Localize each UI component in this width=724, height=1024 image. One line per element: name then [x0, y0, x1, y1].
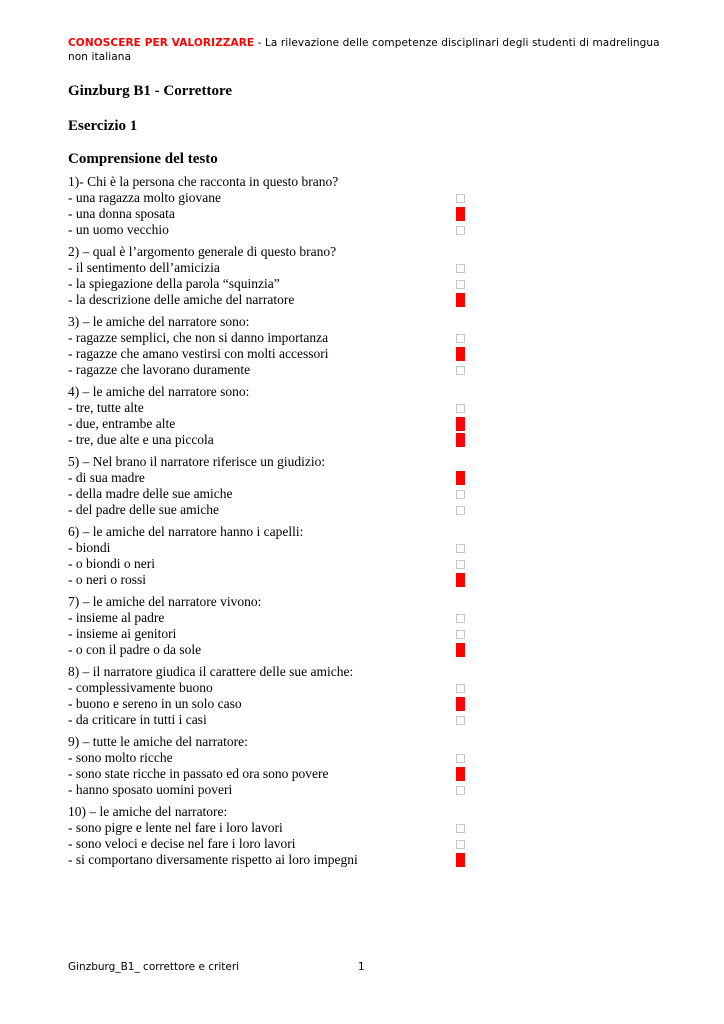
answer-checkbox-checked	[456, 767, 465, 781]
document-title: Ginzburg B1 - Correttore	[68, 83, 232, 99]
answer-option-row	[68, 346, 676, 362]
answer-option-row	[68, 750, 676, 766]
question-block	[68, 384, 676, 448]
section-heading: Comprensione del testo	[68, 151, 218, 167]
answer-option-label: - la descrizione delle amiche del narratore	[68, 292, 295, 307]
answer-option-row	[68, 432, 676, 448]
answer-checkbox-empty	[456, 716, 465, 725]
answer-option-row	[68, 820, 676, 836]
answer-option-row	[68, 190, 676, 206]
answer-option-label: - ragazze che amano vestirsi con molti accessori	[68, 346, 329, 361]
answer-checkbox-empty	[456, 264, 465, 273]
answer-option-label: - di sua madre	[68, 470, 145, 485]
answer-checkbox-checked	[456, 573, 465, 587]
answer-option-row	[68, 610, 676, 626]
question-prompt: 10) – le amiche del narratore:	[68, 804, 228, 819]
answer-option-row	[68, 572, 676, 588]
answer-option-label: - del padre delle sue amiche	[68, 502, 220, 517]
answer-option-row	[68, 470, 676, 486]
header-highlight: CONOSCERE PER VALORIZZARE	[68, 37, 255, 49]
answer-checkbox-empty	[456, 840, 465, 849]
question-block	[68, 734, 676, 798]
question-block	[68, 804, 676, 868]
answer-checkbox-checked	[456, 697, 465, 711]
answer-checkbox-empty	[456, 490, 465, 499]
answer-checkbox-empty	[456, 786, 465, 795]
question-prompt: 8) – il narratore giudica il carattere delle sue amiche:	[68, 664, 354, 679]
exercise-heading: Esercizio 1	[68, 118, 138, 134]
question-prompt: 1)- Chi è la persona che racconta in questo brano?	[68, 174, 339, 189]
answer-checkbox-empty	[456, 226, 465, 235]
answer-option-label: - insieme ai genitori	[68, 626, 177, 641]
answer-option-label: - o con il padre o da sole	[68, 642, 202, 657]
answer-option-row	[68, 222, 676, 238]
question-prompt: 7) – le amiche del narratore vivono:	[68, 594, 262, 609]
answer-option-label: - ragazze che lavorano duramente	[68, 362, 251, 377]
answer-option-row	[68, 400, 676, 416]
answer-checkbox-empty	[456, 560, 465, 569]
question-prompt: 6) – le amiche del narratore hanno i capelli:	[68, 524, 304, 539]
answer-option-row	[68, 260, 676, 276]
answer-option-label: - ragazze semplici, che non si danno importanza	[68, 330, 329, 345]
question-prompt: 4) – le amiche del narratore sono:	[68, 384, 250, 399]
answer-option-label: - o neri o rossi	[68, 572, 146, 587]
question-block	[68, 664, 676, 728]
answer-option-label: - tre, tutte alte	[68, 400, 144, 415]
answer-option-row	[68, 540, 676, 556]
answer-checkbox-checked	[456, 433, 465, 447]
answer-checkbox-empty	[456, 506, 465, 515]
page-header	[68, 36, 676, 64]
question-prompt: 3) – le amiche del narratore sono:	[68, 314, 250, 329]
answer-checkbox-checked	[456, 347, 465, 361]
answer-option-row	[68, 206, 676, 222]
answer-option-row	[68, 680, 676, 696]
answer-checkbox-checked	[456, 643, 465, 657]
answer-checkbox-checked	[456, 471, 465, 485]
answer-checkbox-empty	[456, 544, 465, 553]
answer-checkbox-empty	[456, 280, 465, 289]
answer-option-label: - complessivamente buono	[68, 680, 213, 695]
question-block	[68, 594, 676, 658]
answer-checkbox-empty	[456, 754, 465, 763]
answer-option-row	[68, 642, 676, 658]
question-prompt: 5) – Nel brano il narratore riferisce un giudizio:	[68, 454, 326, 469]
answer-option-label: - insieme al padre	[68, 610, 165, 625]
answer-option-row	[68, 626, 676, 642]
question-prompt: 2) – qual è l’argomento generale di questo brano?	[68, 244, 337, 259]
answer-checkbox-checked	[456, 853, 465, 867]
answer-option-label: - sono pigre e lente nel fare i loro lavori	[68, 820, 283, 835]
answer-option-row	[68, 852, 676, 868]
answer-option-label: - da criticare in tutti i casi	[68, 712, 207, 727]
answer-option-row	[68, 416, 676, 432]
answer-checkbox-checked	[456, 207, 465, 221]
answer-option-label: - il sentimento dell’amicizia	[68, 260, 220, 275]
answer-option-label: - della madre delle sue amiche	[68, 486, 233, 501]
answer-option-row	[68, 782, 676, 798]
header-subtitle: - La rilevazione delle competenze disciplinari degli studenti di madrelingua non italiana	[68, 37, 660, 63]
answer-option-row	[68, 556, 676, 572]
answer-option-label: - hanno sposato uomini poveri	[68, 782, 233, 797]
answer-option-label: - si comportano diversamente rispetto ai loro impegni	[68, 852, 358, 867]
answer-option-row	[68, 362, 676, 378]
answer-option-row	[68, 766, 676, 782]
answer-option-row	[68, 330, 676, 346]
answer-option-label: - una ragazza molto giovane	[68, 190, 221, 205]
answer-option-row	[68, 836, 676, 852]
answer-option-label: - un uomo vecchio	[68, 222, 169, 237]
answer-option-label: - la spiegazione della parola “squinzia”	[68, 276, 280, 291]
answer-option-label: - sono state ricche in passato ed ora sono povere	[68, 766, 329, 781]
answer-checkbox-empty	[456, 630, 465, 639]
answer-checkbox-empty	[456, 366, 465, 375]
question-block	[68, 174, 676, 238]
question-block	[68, 244, 676, 308]
answer-checkbox-empty	[456, 824, 465, 833]
answer-checkbox-checked	[456, 293, 465, 307]
answer-option-row	[68, 712, 676, 728]
answer-checkbox-empty	[456, 684, 465, 693]
answer-option-row	[68, 486, 676, 502]
answer-option-label: - buono e sereno in un solo caso	[68, 696, 242, 711]
page-number: 1	[358, 961, 365, 973]
answer-option-row	[68, 502, 676, 518]
answer-checkbox-empty	[456, 404, 465, 413]
page-footer	[68, 960, 676, 974]
footer-document-name: Ginzburg_B1_ correttore e criteri	[68, 961, 240, 973]
question-block	[68, 454, 676, 518]
questions-list	[68, 174, 676, 868]
answer-option-label: - sono molto ricche	[68, 750, 173, 765]
answer-option-row	[68, 276, 676, 292]
answer-option-label: - una donna sposata	[68, 206, 175, 221]
question-block	[68, 314, 676, 378]
answer-option-label: - biondi	[68, 540, 111, 555]
answer-option-label: - o biondi o neri	[68, 556, 155, 571]
answer-option-label: - due, entrambe alte	[68, 416, 176, 431]
answer-checkbox-checked	[456, 417, 465, 431]
answer-checkbox-empty	[456, 194, 465, 203]
answer-checkbox-empty	[456, 614, 465, 623]
answer-checkbox-empty	[456, 334, 465, 343]
question-block	[68, 524, 676, 588]
answer-option-row	[68, 696, 676, 712]
answer-option-label: - sono veloci e decise nel fare i loro lavori	[68, 836, 296, 851]
answer-option-label: - tre, due alte e una piccola	[68, 432, 214, 447]
answer-option-row	[68, 292, 676, 308]
question-prompt: 9) – tutte le amiche del narratore:	[68, 734, 248, 749]
page-content	[68, 36, 676, 868]
